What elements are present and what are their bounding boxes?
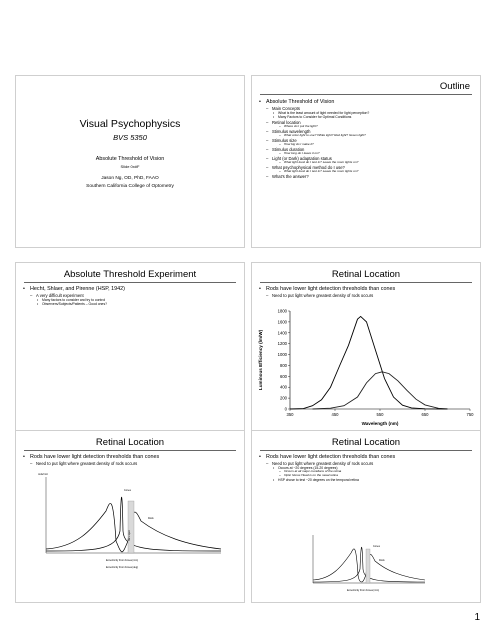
bullet-item: • Absolute Threshold of Vision bbox=[258, 99, 474, 106]
y-tick-label: 1000 bbox=[277, 352, 287, 358]
rod-cone-density-figure bbox=[36, 471, 226, 571]
figure-x-label-deg: Eccentricity From Fovea (deg) bbox=[106, 566, 139, 569]
bullet-item: » How big do I make it? bbox=[258, 143, 474, 147]
rods-label: Rods bbox=[148, 517, 154, 520]
slide-heading: Retinal Location bbox=[331, 437, 401, 448]
y-tick-label: 800 bbox=[280, 362, 287, 368]
rod-cone-density-figure-small bbox=[307, 531, 427, 596]
figure-x-label: Eccentricity From Fovea (mm) bbox=[347, 589, 380, 592]
bullet-item: » What light level do I test in? Leave the room lights on? bbox=[258, 170, 474, 174]
bullet-item: » What light level do I test in? Leave the room lights on? bbox=[258, 161, 474, 165]
slide-retinal-location-chart bbox=[251, 262, 481, 435]
bullet-item: » Optic Nerve Head is on the nasal retina bbox=[258, 474, 474, 478]
bullet-item: • Observers/Subjects/Patients – Good ones? bbox=[22, 302, 238, 306]
page-number: 1 bbox=[474, 612, 480, 623]
x-tick-label: 550 bbox=[376, 412, 384, 417]
y-tick-label: 200 bbox=[280, 395, 287, 401]
bullet-item: – What's the answer? bbox=[258, 174, 474, 179]
slide-title bbox=[15, 75, 245, 248]
y-tick-label: 1800 bbox=[277, 308, 287, 314]
slide-main-title: Visual Psychophysics bbox=[79, 118, 181, 130]
series-line-1 bbox=[290, 316, 448, 409]
bullet-item: • Many factors to consider and try to control bbox=[22, 298, 238, 302]
bullet-item: » Where do I put the light? bbox=[258, 125, 474, 129]
blind-spot-band bbox=[366, 549, 370, 583]
slide-heading: Retinal Location bbox=[331, 269, 401, 280]
blind-spot-band bbox=[128, 501, 134, 553]
heading-rule bbox=[24, 282, 236, 283]
course-code: BVS 5350 bbox=[113, 133, 147, 142]
author-name: Jason Ng, OD, PhD, FAAO bbox=[101, 176, 159, 181]
bullet-item: • Hecht, Shlaer, and Pirenne (HSP, 1942) bbox=[22, 286, 238, 293]
bullet-item: – Need to put light where greatest density of rods occurs bbox=[22, 461, 238, 466]
x-tick-label: 350 bbox=[286, 412, 294, 417]
rods-label: Rods bbox=[379, 559, 385, 562]
bullet-item: • Rods have lower light detection thresholds than cones bbox=[258, 286, 474, 293]
figure-units-label: rods/mm² bbox=[38, 473, 49, 476]
bullet-list bbox=[258, 98, 474, 179]
bullet-item: – What psychophysical method do I use? bbox=[258, 165, 474, 170]
bullet-list bbox=[22, 453, 238, 466]
luminous-efficiency-chart bbox=[256, 307, 478, 432]
heading-rule bbox=[260, 94, 472, 95]
bullet-item: – Retinal location bbox=[258, 120, 474, 125]
slide-retinal-location-density bbox=[15, 430, 245, 603]
y-tick-label: 1400 bbox=[277, 330, 287, 336]
bullet-item: » What color light to use? White light? Red light? Green light? bbox=[258, 134, 474, 138]
heading-rule bbox=[260, 282, 472, 283]
x-tick-label: 650 bbox=[421, 412, 429, 417]
school-name: Southern California College of Optometry bbox=[86, 184, 174, 189]
bullet-item: • What is the least amount of light needed for light perception? bbox=[258, 111, 474, 115]
slide-heading: Retinal Location bbox=[95, 437, 165, 448]
x-tick-label: 750 bbox=[466, 412, 474, 417]
bullet-item: • HSP chose to test ~20 degrees on the temporal retina bbox=[258, 478, 474, 482]
slide-heading: Outline bbox=[439, 81, 470, 92]
heading-rule bbox=[24, 450, 236, 451]
slide-heading: Absolute Threshold Experiment bbox=[63, 269, 197, 280]
x-axis-label: Wavelength (nm) bbox=[361, 421, 399, 426]
bullet-list bbox=[258, 453, 474, 482]
bullet-item: – Main Concepts bbox=[258, 106, 474, 111]
heading-rule bbox=[260, 450, 472, 451]
x-tick-label: 450 bbox=[331, 412, 339, 417]
slide-subtitle-note: Slide 0x#F bbox=[120, 164, 140, 169]
y-tick-label: 0 bbox=[284, 406, 287, 412]
cones-label: Cones bbox=[373, 545, 380, 548]
bullet-item: • Rods have lower light detection thresholds than cones bbox=[258, 454, 474, 461]
bullet-item: » Occurs at all major meridians of the retina bbox=[258, 470, 474, 474]
bullet-item: • Occurs at ~20 degrees (15-20 degrees) bbox=[258, 466, 474, 470]
y-tick-label: 600 bbox=[280, 373, 287, 379]
bullet-item: – Need to put light where greatest density of rods occurs bbox=[258, 293, 474, 298]
blind-spot-label: Blind spot bbox=[128, 530, 131, 541]
bullet-item: – A very difficult experiment bbox=[22, 293, 238, 298]
bullet-item: – Need to put light where greatest density of rods occurs bbox=[258, 461, 474, 466]
bullet-item: » How long do I leave it on? bbox=[258, 152, 474, 156]
bullet-list bbox=[258, 285, 474, 298]
slide-absolute-threshold bbox=[15, 262, 245, 435]
slide-retinal-location-hsp bbox=[251, 430, 481, 603]
slide-subtitle: Absolute Threshold of Vision bbox=[95, 156, 165, 162]
bullet-item: – Light (or Dark) adaptation status bbox=[258, 156, 474, 161]
series-line-2 bbox=[313, 372, 448, 409]
bullet-item: – Stimulus duration bbox=[258, 147, 474, 152]
figure-x-label: Eccentricity From Fovea (mm) bbox=[106, 559, 139, 562]
bullet-item: – Stimulus wavelength bbox=[258, 129, 474, 134]
slide-outline bbox=[251, 75, 481, 248]
bullet-item: • Rods have lower light detection thresholds than cones bbox=[22, 454, 238, 461]
bullet-list bbox=[22, 285, 238, 307]
bullet-item: • Many Factors to Consider for Optimal Conditions bbox=[258, 115, 474, 119]
y-tick-label: 1200 bbox=[277, 341, 287, 347]
cones-label: Cones bbox=[124, 489, 131, 492]
y-tick-label: 400 bbox=[280, 384, 287, 390]
y-tick-label: 1600 bbox=[277, 319, 287, 325]
bullet-item: – Stimulus size bbox=[258, 138, 474, 143]
y-axis-label: Luminous Efficiency (lm/W) bbox=[258, 329, 263, 391]
